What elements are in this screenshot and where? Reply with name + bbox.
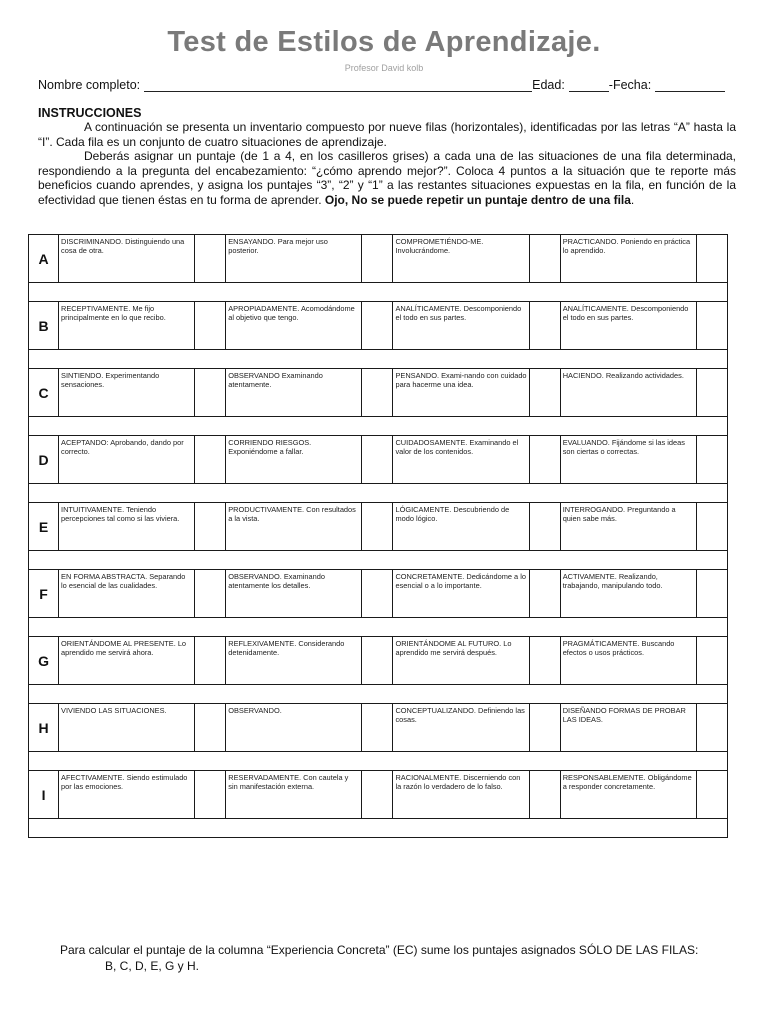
table-row (29, 637, 728, 685)
situation-cell (226, 704, 362, 752)
score-box[interactable] (195, 302, 226, 350)
situation-title: CONCEPTUALIZANDO. (395, 706, 476, 715)
situation-cell (560, 704, 696, 752)
spacer-cell (29, 551, 728, 570)
spacer-cell (29, 819, 728, 838)
situation-cell (560, 503, 696, 551)
situation-text (563, 438, 685, 456)
situation-title: CONCRETAMENTE. (395, 572, 465, 581)
situation-description: Acomodándome al objetivo que tengo. (228, 304, 355, 322)
situation-title: ACTIVAMENTE. (562, 572, 617, 581)
situation-description: Examinando el valor de los contenidos. (395, 438, 519, 456)
situation-title: ANALÍTICAMENTE. (395, 304, 462, 313)
spacer-row (29, 819, 728, 838)
situation-text (563, 639, 675, 657)
row-letter: C (29, 369, 59, 417)
situation-cell (393, 704, 529, 752)
score-box[interactable] (195, 704, 226, 752)
situation-description: Descomponiendo el todo en sus partes. (562, 304, 689, 322)
situation-description: Fijándome si las ideas son ciertas o correctas. (562, 438, 685, 456)
instructions-paragraph-1: A continuación se presenta un inventario compuesto por nueve filas (horizontales), identificadas por las letras “A” hasta la “I”. Cada fila es un conjunto de cuatro situaciones de aprendizaje. (38, 120, 736, 149)
situation-description: Involucrándome. (395, 246, 451, 255)
table-row (29, 302, 728, 350)
situation-text (228, 304, 355, 322)
situation-text (61, 237, 184, 255)
situation-text (228, 438, 311, 456)
row-letter: D (29, 436, 59, 484)
score-box[interactable] (696, 369, 727, 417)
table-row (29, 503, 728, 551)
situation-description: Exami-nando con cuidado para hacerme una idea. (395, 371, 527, 389)
situation-cell (393, 503, 529, 551)
row-letter: B (29, 302, 59, 350)
situation-text (61, 371, 159, 389)
situation-text (395, 706, 524, 724)
situation-cell (560, 235, 696, 283)
situation-cell (226, 637, 362, 685)
situation-description: Definiendo las cosas. (395, 706, 525, 724)
situation-title: ENSAYANDO. (228, 237, 276, 246)
situation-title: SINTIENDO. (61, 371, 104, 380)
table-row (29, 704, 728, 752)
score-box[interactable] (362, 302, 393, 350)
situation-title: DISCRIMINANDO. (61, 237, 124, 246)
situation-title: RESERVADAMENTE. (228, 773, 302, 782)
situation-text (228, 371, 323, 389)
table-row (29, 436, 728, 484)
score-box[interactable] (529, 503, 560, 551)
situation-cell (560, 369, 696, 417)
situation-cell (226, 235, 362, 283)
situation-description: Poniendo en práctica lo aprendido. (562, 237, 691, 255)
spacer-cell (29, 685, 728, 704)
learning-styles-table (28, 234, 728, 838)
situation-cell (393, 302, 529, 350)
score-box[interactable] (362, 771, 393, 819)
situation-description: Lo aprendido me servirá ahora. (61, 639, 187, 657)
situation-description: Siendo estimulado por las emociones. (61, 773, 188, 791)
situation-text (395, 505, 509, 523)
situation-cell (560, 570, 696, 618)
date-field[interactable] (655, 78, 725, 92)
situation-title: ORIENTÁNDOME AL PRESENTE. (61, 639, 176, 648)
table-row (29, 570, 728, 618)
situation-description: Experimentando sensaciones. (61, 371, 160, 389)
score-box[interactable] (362, 637, 393, 685)
row-letter: G (29, 637, 59, 685)
score-box[interactable] (195, 570, 226, 618)
instructions-paragraph-2-text: Deberás asignar un puntaje (de 1 a 4, en los casilleros grises) a cada una de las situaciones de una fila determinada, respondiendo a la pregunta del encabezamiento: “¿cómo aprendo mejor?”. Coloca 4 puntos a la situación que te reporte más beneficios cuando aprendes, y asigna los puntajes “3”, “2” y “1” a las restantes situaciones expuestas en la fila, en función de la efectividad que tienen éstas en tu forma de aprender. (38, 149, 736, 207)
situation-description: Buscando efectos o usos prácticos. (562, 639, 675, 657)
situation-text (61, 773, 187, 791)
situation-cell (59, 637, 195, 685)
situation-text (395, 371, 526, 389)
score-box[interactable] (696, 436, 727, 484)
spacer-cell (29, 283, 728, 302)
situation-description: Discerniendo con la razón lo verdadero de lo falso. (395, 773, 521, 791)
situation-title: OBSERVANDO. (228, 572, 282, 581)
situation-title: COMPROMETIÉNDO-ME. (395, 237, 484, 246)
situation-text (228, 706, 282, 715)
instructions-title: INSTRUCCIONES (38, 106, 142, 120)
situation-title: ORIENTÁNDOME AL FUTURO. (395, 639, 502, 648)
situation-cell (59, 704, 195, 752)
situation-cell (560, 771, 696, 819)
situation-title: ANALÍTICAMENTE. (562, 304, 629, 313)
situation-text (395, 773, 520, 791)
spacer-cell (29, 417, 728, 436)
situation-title: INTERROGANDO. (562, 505, 626, 514)
situation-text (61, 639, 186, 657)
spacer-row (29, 350, 728, 369)
situation-title: EN FORMA ABSTRACTA. (61, 572, 148, 581)
score-box[interactable] (529, 436, 560, 484)
situation-title: VIVIENDO LAS SITUACIONES. (61, 706, 167, 715)
instructions-body (38, 120, 736, 208)
row-letter: I (29, 771, 59, 819)
situation-cell (560, 302, 696, 350)
score-box[interactable] (529, 771, 560, 819)
table-row (29, 369, 728, 417)
situation-text (228, 773, 348, 791)
situation-description: Con resultados a la vista. (228, 505, 356, 523)
situation-description: Teniendo percepciones tal como si las viviera. (61, 505, 180, 523)
situation-cell (226, 436, 362, 484)
row-letter: A (29, 235, 59, 283)
situation-description: Con cautela y sin manifestación externa. (228, 773, 349, 791)
spacer-row (29, 551, 728, 570)
score-box[interactable] (696, 302, 727, 350)
situation-title: PRAGMÁTICAMENTE. (562, 639, 640, 648)
situation-title: LÓGICAMENTE. (395, 505, 452, 514)
score-box[interactable] (195, 235, 226, 283)
spacer-row (29, 752, 728, 771)
situation-title: RACIONALMENTE. (395, 773, 462, 782)
instructions-warning: Ojo, No se puede repetir un puntaje dentro de una fila (324, 192, 631, 207)
footer-line-2: B, C, D, E, G y H. (105, 959, 200, 973)
score-box[interactable] (696, 235, 727, 283)
situation-cell (393, 369, 529, 417)
situation-cell (393, 771, 529, 819)
situation-description: Descomponiendo el todo en sus partes. (395, 304, 522, 322)
situation-cell (226, 302, 362, 350)
situation-text (395, 639, 511, 657)
situation-text (61, 304, 166, 322)
situation-title: AFECTIVAMENTE. (61, 773, 125, 782)
score-box[interactable] (195, 503, 226, 551)
table-row (29, 771, 728, 819)
spacer-cell (29, 350, 728, 369)
situation-cell (59, 570, 195, 618)
situation-title: EVALUANDO. (562, 438, 610, 447)
situation-text (61, 572, 185, 590)
situation-cell (560, 637, 696, 685)
situation-cell (393, 235, 529, 283)
situation-text (395, 237, 483, 255)
situation-description: Para mejor uso posterior. (228, 237, 328, 255)
situation-title: OBSERVANDO. (228, 706, 282, 715)
situation-title: CUIDADOSAMENTE. (395, 438, 468, 447)
score-box[interactable] (362, 369, 393, 417)
situation-description: Realizando, trabajando, manipulando todo. (562, 572, 663, 590)
score-box[interactable] (362, 704, 393, 752)
score-box[interactable] (696, 570, 727, 618)
date-label: -Fecha: (608, 78, 652, 92)
score-box[interactable] (529, 637, 560, 685)
situation-title: ACEPTANDO: (61, 438, 109, 447)
score-box[interactable] (696, 704, 727, 752)
situation-description: Distinguiendo una cosa de otra. (61, 237, 185, 255)
situation-text (228, 505, 356, 523)
situation-text (395, 438, 518, 456)
situation-text (61, 505, 179, 523)
row-letter: F (29, 570, 59, 618)
score-box[interactable] (696, 771, 727, 819)
situation-description: Aprobando, dando por correcto. (61, 438, 184, 456)
score-box[interactable] (195, 637, 226, 685)
situation-cell (59, 503, 195, 551)
footer-note (60, 942, 740, 974)
situation-text (563, 371, 684, 380)
situation-text (395, 304, 521, 322)
footer-line-1: Para calcular el puntaje de la columna “Experiencia Concreta” (EC) sume los puntajes asignados SÓLO DE LAS FILAS: (60, 943, 699, 957)
situation-description: Examinando atentamente. (228, 371, 323, 389)
situation-text (563, 773, 692, 791)
spacer-row (29, 618, 728, 637)
instructions-paragraph-2: Deberás asignar un puntaje (de 1 a 4, en los casilleros grises) a cada una de las situaciones de una fila determinada, respondiendo a la pregunta del encabezamiento: “¿cómo aprendo mejor?”. Coloca 4 puntos a la situación que te reporte más beneficios cuando aprendes, y asigna los puntajes “3”, “2” y “1” a las restantes situaciones expuestas en la fila, en función de la efectividad que tienen éstas en tu forma de aprender. Ojo, No se puede repetir un puntaje dentro de una fila. (38, 149, 736, 207)
spacer-cell (29, 752, 728, 771)
situation-description: Realizando actividades. (605, 371, 684, 380)
score-box[interactable] (696, 503, 727, 551)
score-box[interactable] (529, 704, 560, 752)
situation-title: PRACTICANDO. (562, 237, 619, 246)
situation-description: Examinando atentamente los detalles. (228, 572, 325, 590)
situation-title: RECEPTIVAMENTE. (61, 304, 131, 313)
situation-text (563, 706, 686, 724)
situation-text (228, 572, 325, 590)
situation-description: Dedicándome a lo esencial o a lo importante. (395, 572, 526, 590)
situation-title: REFLEXIVAMENTE. (228, 639, 297, 648)
situation-cell (59, 771, 195, 819)
situation-title: INTUITIVAMENTE. (61, 505, 125, 514)
situation-title: APROPIADAMENTE. (228, 304, 300, 313)
situation-cell (226, 771, 362, 819)
situation-cell (59, 302, 195, 350)
situation-text (563, 572, 663, 590)
situation-title: DISEÑANDO FORMAS DE PROBAR LAS IDEAS. (562, 706, 686, 724)
situation-text (228, 237, 328, 255)
situation-description: Lo aprendido me servirá después. (395, 639, 512, 657)
situation-cell (59, 369, 195, 417)
situation-text (61, 706, 167, 715)
situation-description: Separando lo esencial de las cualidades. (61, 572, 186, 590)
situation-text (228, 639, 344, 657)
situation-title: CORRIENDO RIESGOS. (228, 438, 312, 447)
document-title: Test de Estilos de Aprendizaje. (167, 26, 601, 58)
situation-cell (226, 503, 362, 551)
score-box[interactable] (529, 369, 560, 417)
score-box[interactable] (529, 302, 560, 350)
spacer-row (29, 417, 728, 436)
situation-description: Descubriendo de modo lógico. (395, 505, 510, 523)
situation-description: Preguntando a quien sabe más. (562, 505, 676, 523)
score-box[interactable] (195, 369, 226, 417)
score-box[interactable] (362, 235, 393, 283)
personal-info-row (38, 74, 738, 92)
situation-title: OBSERVANDO (228, 371, 280, 380)
situation-description: Considerando detenidamente. (228, 639, 345, 657)
age-label: Edad: (532, 78, 565, 92)
score-box[interactable] (696, 637, 727, 685)
situation-text (563, 505, 676, 523)
situation-cell (59, 235, 195, 283)
row-letter: H (29, 704, 59, 752)
situation-text (563, 237, 690, 255)
spacer-row (29, 685, 728, 704)
spacer-row (29, 484, 728, 503)
score-box[interactable] (529, 235, 560, 283)
situation-description: Me fijo principalmente en lo que recibo. (61, 304, 166, 322)
situation-text (61, 438, 184, 456)
situation-description: Exponiéndome a fallar. (228, 447, 304, 456)
professor-name: Profesor David kolb (344, 63, 424, 73)
situation-cell (226, 570, 362, 618)
score-box[interactable] (195, 771, 226, 819)
score-box[interactable] (362, 436, 393, 484)
spacer-cell (29, 484, 728, 503)
name-label: Nombre completo: (38, 78, 141, 92)
situation-cell (393, 637, 529, 685)
score-box[interactable] (195, 436, 226, 484)
situation-text (395, 572, 525, 590)
situation-text (563, 304, 689, 322)
situation-title: PENSANDO. (395, 371, 440, 380)
score-box[interactable] (529, 570, 560, 618)
situation-description: Obligándome a responder concretamente. (562, 773, 692, 791)
name-field[interactable] (144, 78, 532, 92)
situation-cell (226, 369, 362, 417)
row-letter: E (29, 503, 59, 551)
situation-title: PRODUCTIVAMENTE. (228, 505, 305, 514)
situation-title: RESPONSABLEMENTE. (562, 773, 646, 782)
table-row (29, 235, 728, 283)
age-field[interactable] (569, 78, 609, 92)
situation-cell (393, 436, 529, 484)
score-box[interactable] (362, 503, 393, 551)
situation-cell (393, 570, 529, 618)
situation-title: HACIENDO. (562, 371, 604, 380)
situation-cell (59, 436, 195, 484)
spacer-row (29, 283, 728, 302)
score-box[interactable] (362, 570, 393, 618)
spacer-cell (29, 618, 728, 637)
situation-cell (560, 436, 696, 484)
